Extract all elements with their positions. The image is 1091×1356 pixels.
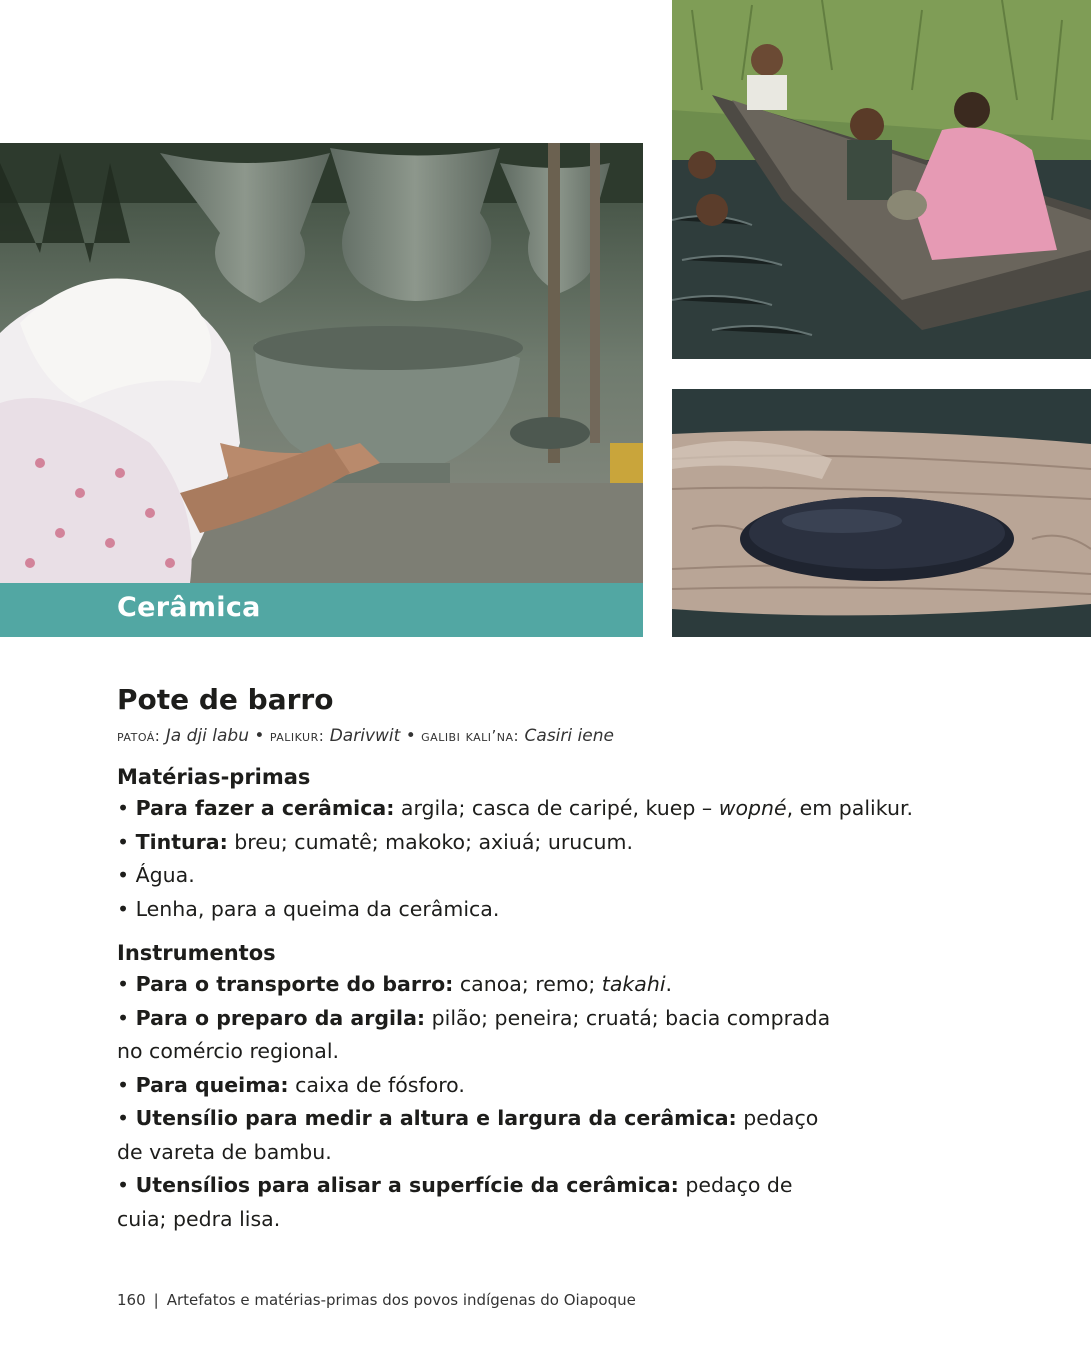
canoe-photo xyxy=(672,0,1091,359)
bullet: • xyxy=(117,1173,130,1197)
item-label: Utensílios para alisar a superfície da cerâmica: xyxy=(135,1173,679,1197)
bullet: • xyxy=(117,796,130,820)
item-italic: takahi xyxy=(601,972,666,996)
indigenous-names xyxy=(117,722,977,750)
list-item xyxy=(117,893,977,927)
separator-dot: • xyxy=(254,726,265,746)
footer-separator: | xyxy=(153,1291,159,1309)
list-item xyxy=(117,859,977,893)
item-label: Para o preparo da argila: xyxy=(135,1005,426,1030)
list-item xyxy=(117,792,977,826)
lang-value: Casiri iene xyxy=(524,726,614,746)
entry-title: Pote de barro xyxy=(117,683,334,716)
lang-label: palikur: xyxy=(269,727,325,745)
bullet: • xyxy=(117,896,130,921)
item-tail: , em palikur. xyxy=(786,796,914,820)
item-text: breu; cumatê; makoko; axiuá; urucum. xyxy=(227,829,634,854)
bullet: • xyxy=(117,863,130,887)
item-label: Tintura: xyxy=(135,829,228,854)
list-item xyxy=(117,826,977,860)
item-label: Para queima: xyxy=(135,1072,289,1097)
list-item xyxy=(117,1102,837,1169)
bullet: • xyxy=(117,972,130,996)
bullet: • xyxy=(117,829,130,854)
item-text: argila; casca de caripé, kuep – xyxy=(394,796,719,820)
list-item xyxy=(117,1069,977,1103)
list-item xyxy=(117,1169,837,1236)
materias-heading: Matérias-primas xyxy=(117,765,311,789)
lang-value: Darivwit xyxy=(329,726,401,746)
bullet: • xyxy=(117,1106,130,1130)
item-text: pilão; peneira; cruatá; bacia comprada no comércio regional. xyxy=(117,1005,831,1063)
item-label: Para fazer a cerâmica: xyxy=(135,796,395,820)
item-tail: . xyxy=(665,972,673,996)
list-item xyxy=(117,1002,857,1069)
item-text: Lenha, para a queima da cerâmica. xyxy=(135,896,500,921)
pottery-photo xyxy=(0,143,643,583)
lang-label: galibi kali’na: xyxy=(421,727,520,745)
item-text: pedaço de cuia; pedra lisa. xyxy=(117,1173,793,1231)
item-label: Para o transporte do barro: xyxy=(135,972,454,996)
page-number: 160 xyxy=(117,1291,146,1309)
lang-label: patoá: xyxy=(117,727,161,745)
book-title: Artefatos e matérias-primas dos povos indígenas do Oiapoque xyxy=(166,1291,636,1309)
bullet: • xyxy=(117,1072,130,1097)
stone-illustration xyxy=(672,389,1091,637)
section-title: Cerâmica xyxy=(117,592,261,623)
page-footer xyxy=(117,1290,636,1310)
item-label: Utensílio para medir a altura e largura da cerâmica: xyxy=(135,1106,737,1130)
pottery-illustration xyxy=(0,143,643,583)
item-text: caixa de fósforo. xyxy=(288,1072,465,1097)
canoe-illustration xyxy=(672,0,1091,359)
lang-value: Ja dji labu xyxy=(165,726,249,746)
list-item xyxy=(117,968,977,1002)
entry-content xyxy=(117,680,977,1236)
polishing-stone-photo xyxy=(672,389,1091,637)
separator-dot: • xyxy=(405,726,416,746)
item-text: pedaço de vareta de bambu. xyxy=(117,1106,819,1164)
bullet: • xyxy=(117,1005,130,1030)
item-italic: wopné xyxy=(718,796,787,820)
item-text: Água. xyxy=(135,863,195,887)
instrumentos-heading: Instrumentos xyxy=(117,941,276,965)
section-band xyxy=(0,583,643,637)
item-text: canoa; remo; xyxy=(453,972,602,996)
